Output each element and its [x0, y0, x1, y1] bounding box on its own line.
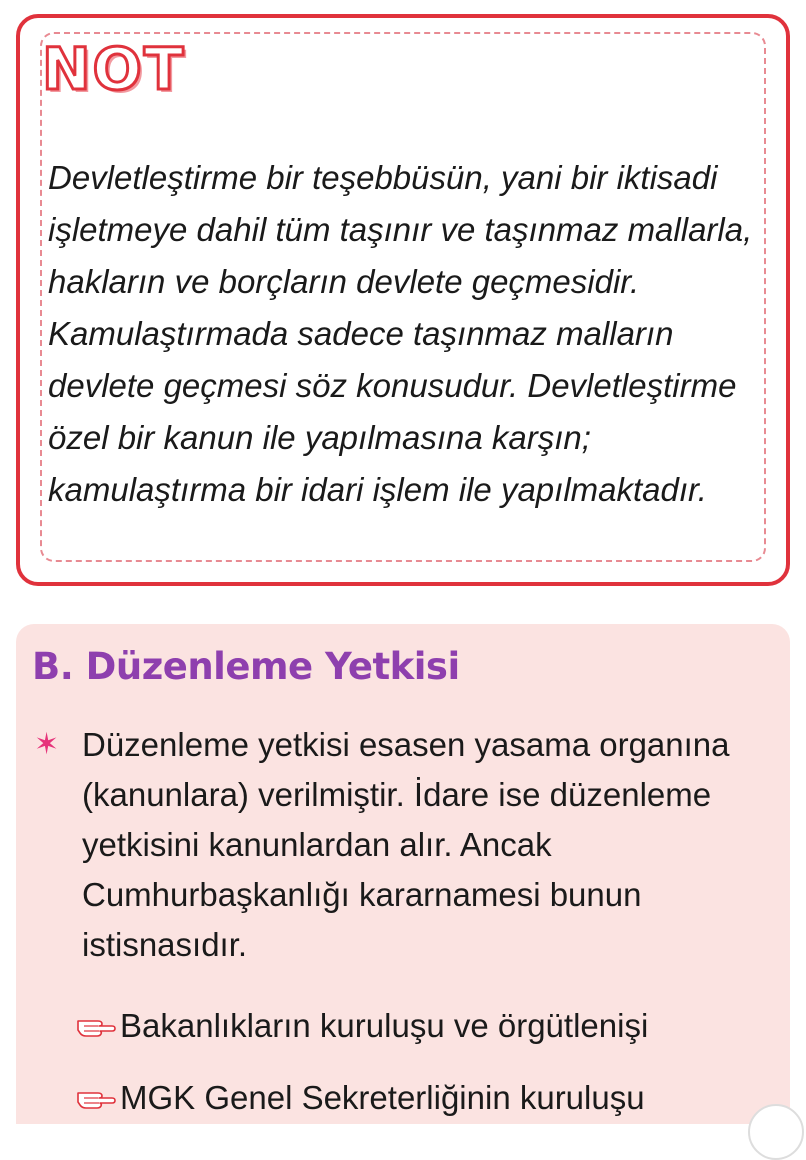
list-item [76, 1076, 645, 1120]
pointing-hand-icon [76, 1085, 116, 1111]
section-title: B. Düzenleme Yetkisi [32, 645, 460, 688]
bullet-text: Düzenleme yetkisi esasen yasama organına (kanunlara) verilmiştir. İdare ise düzenleme yetkisini kanunlardan alır. Ancak Cumhurbaşkanlığı kararnamesi bunun istisnasıdır. [82, 726, 730, 963]
section-duzenleme-yetkisi [16, 624, 790, 1124]
pointing-hand-icon [76, 1013, 116, 1039]
note-box [16, 14, 790, 586]
page-corner-circle [748, 1104, 804, 1160]
star-bullet-icon: ✶ [34, 728, 60, 761]
note-text: Devletleştirme bir teşebbüsün, yani bir iktisadi işletmeye dahil tüm taşınır ve taşınmaz mallarla, hakların ve borçların devlete geçmesidir. Kamulaştırmada sadece taşınmaz malların devlete geçmesi söz konusudur. Devletleştirme özel bir kanun ile yapılmasına karşın; kamulaştırma bir idari işlem ile yapılmaktadır. [48, 159, 753, 508]
note-title: NOT [42, 35, 186, 103]
list-item-label: MGK Genel Sekreterliğinin kuruluşu [120, 1079, 645, 1116]
list-item-label: Bakanlıkların kuruluşu ve örgütlenişi [120, 1007, 649, 1044]
list-item [76, 1004, 648, 1048]
